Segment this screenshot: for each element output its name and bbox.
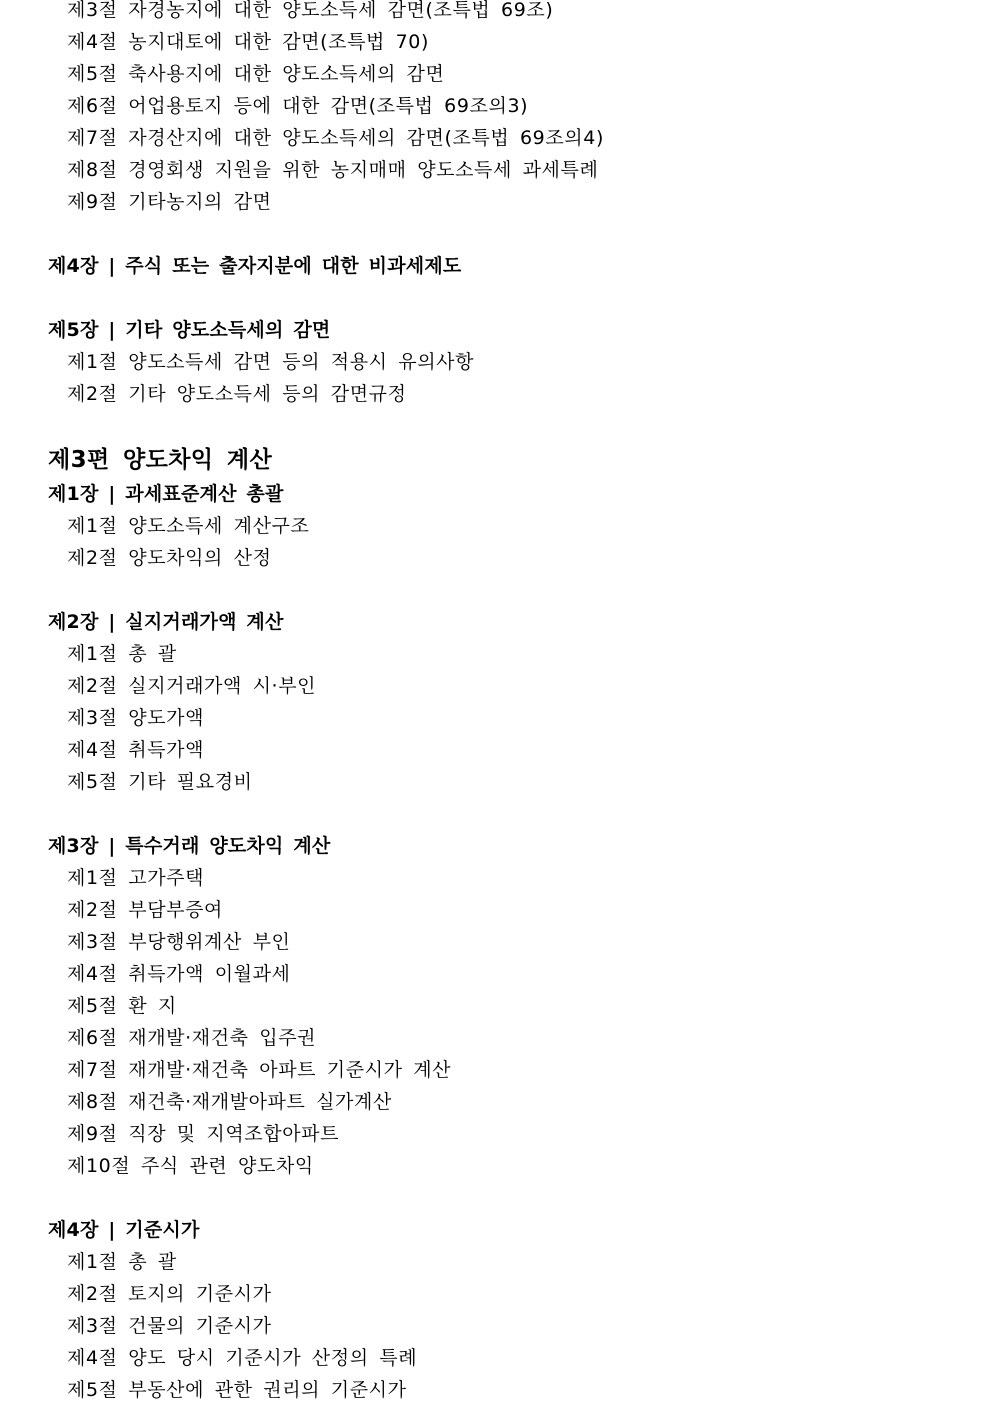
toc-section-item: 제2절 토지의 기준시가 (67, 1283, 272, 1305)
toc-chapter-heading: 제2장 | 실지거래가액 계산 (48, 611, 284, 633)
toc-section-item: 제1절 양도소득세 계산구조 (67, 515, 310, 537)
toc-section-item: 제1절 총 괄 (67, 1251, 177, 1273)
toc-section-item: 제10절 주식 관련 양도차익 (67, 1155, 314, 1177)
toc-chapter-heading: 제3장 | 특수거래 양도차익 계산 (48, 835, 331, 857)
toc-section-item: 제8절 경영회생 지원을 위한 농지매매 양도소득세 과세특례 (67, 159, 599, 181)
toc-chapter-heading: 제5장 | 기타 양도소득세의 감면 (48, 319, 331, 341)
toc-chapter-heading: 제1장 | 과세표준계산 총괄 (48, 483, 284, 505)
toc-section-item: 제1절 양도소득세 감면 등의 적용시 유의사항 (67, 351, 475, 373)
toc-section-item: 제4절 취득가액 (67, 739, 205, 761)
toc-section-item: 제1절 총 괄 (67, 643, 177, 665)
toc-section-item: 제9절 직장 및 지역조합아파트 (67, 1123, 340, 1145)
toc-section-item: 제3절 양도가액 (67, 707, 205, 729)
toc-part-heading: 제3편 양도차익 계산 (48, 447, 273, 473)
toc-section-item: 제6절 재개발·재건축 입주권 (67, 1027, 317, 1049)
toc-section-item: 제2절 기타 양도소득세 등의 감면규정 (67, 383, 407, 405)
toc-section-item: 제4절 양도 당시 기준시가 산정의 특례 (67, 1347, 418, 1369)
toc-section-item: 제5절 기타 필요경비 (67, 771, 253, 793)
toc-section-item: 제9절 기타농지의 감면 (67, 191, 272, 213)
toc-section-item: 제5절 환 지 (67, 995, 177, 1017)
toc-section-item: 제5절 축사용지에 대한 양도소득세의 감면 (67, 63, 445, 85)
toc-section-item: 제4절 취득가액 이월과세 (67, 963, 291, 985)
toc-section-item: 제2절 부담부증여 (67, 899, 224, 921)
toc-section-item: 제3절 건물의 기준시가 (67, 1315, 272, 1337)
toc-section-item: 제7절 재개발·재건축 아파트 기준시가 계산 (67, 1059, 452, 1081)
toc-section-item: 제3절 자경농지에 대한 양도소득세 감면(조특법 69조) (67, 0, 554, 21)
toc-section-item: 제3절 부당행위계산 부인 (67, 931, 291, 953)
toc-section-item: 제1절 고가주택 (67, 867, 205, 889)
toc-section-item: 제8절 재건축·재개발아파트 실가계산 (67, 1091, 392, 1113)
toc-section-item: 제4절 농지대토에 대한 감면(조특법 70) (67, 31, 430, 53)
toc-chapter-heading: 제4장 | 주식 또는 출자지분에 대한 비과세제도 (48, 255, 462, 277)
toc-section-item: 제5절 부동산에 관한 권리의 기준시가 (67, 1379, 407, 1401)
toc-section-item: 제2절 실지거래가액 시·부인 (67, 675, 317, 697)
toc-section-item: 제2절 양도차익의 산정 (67, 547, 272, 569)
toc-section-item: 제7절 자경산지에 대한 양도소득세의 감면(조특법 69조의4) (67, 127, 604, 149)
toc-chapter-heading: 제4장 | 기준시가 (48, 1219, 200, 1241)
toc-section-item: 제6절 어업용토지 등에 대한 감면(조특법 69조의3) (67, 95, 529, 117)
